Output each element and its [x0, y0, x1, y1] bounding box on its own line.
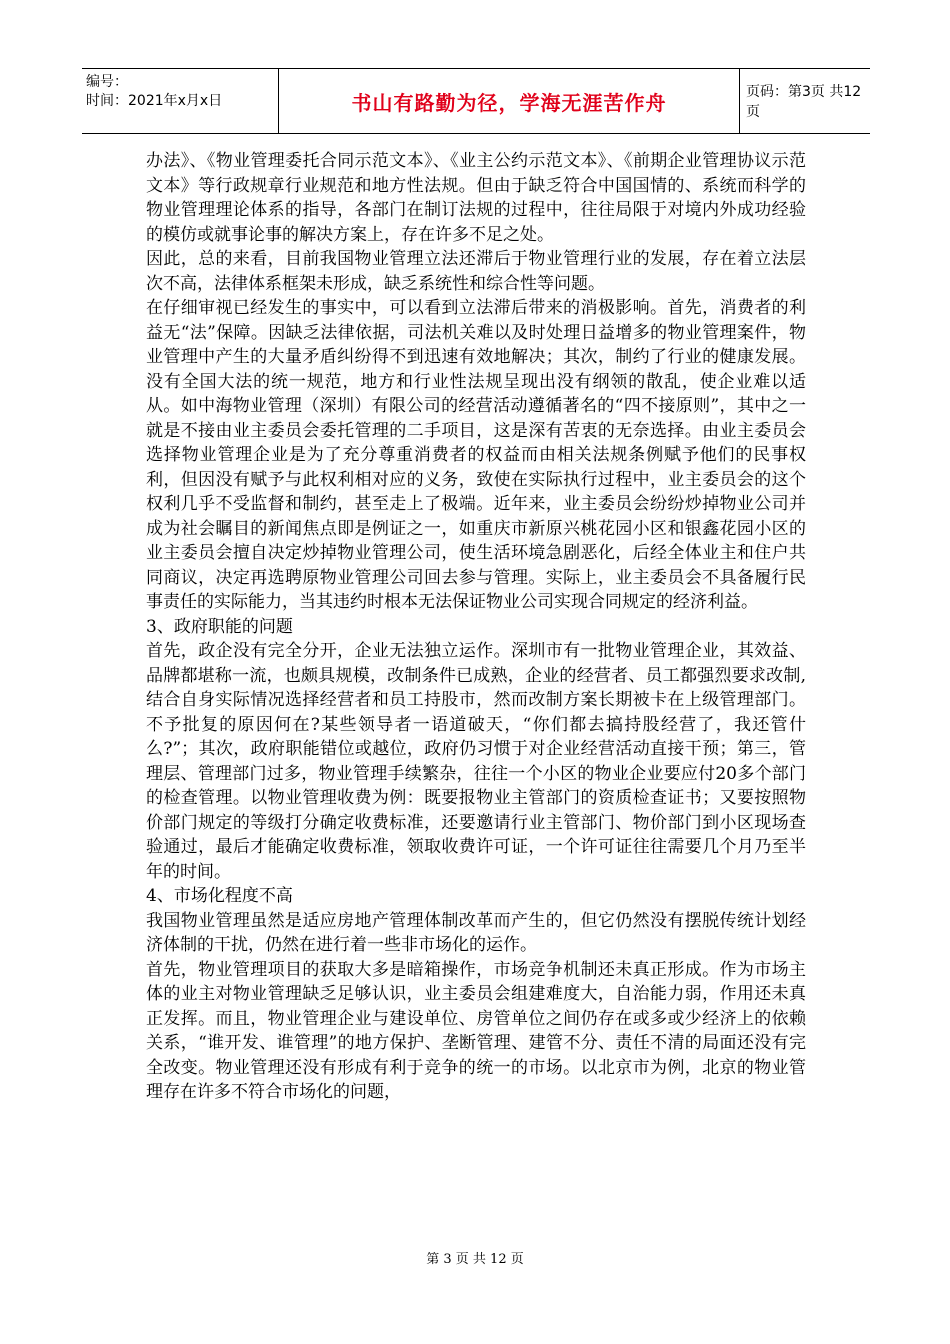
header-motto: 书山有路勤为径，学海无涯苦作舟	[351, 90, 667, 115]
paragraph: 首先，政企没有完全分开，企业无法独立运作。深圳市有一批物业管理企业，其效益、品牌都堪称一流，也颇具规模，改制条件已成熟，企业的经营者、员工都强烈要求改制,结合自身实际情况选择经营者和员工持股市，然而改制方案长期被卡在上级管理部门。不予批复的原因何在?某些领导者一语道破天，“你们都去搞持股经营了，我还管什么?”；其次，政府职能错位或越位，政府仍习惯于对企业经营活动直接干预；第三，管理层、管理部门过多，物业管理手续繁杂，往往一个小区的物业企业要应付20多个部门的检查管理。以物业管理收费为例：既要报物业主管部门的资质检查证书；又要按照物价部门规定的等级打分确定收费标准，还要邀请行业主管部门、物价部门到小区现场查验通过，最后才能确定收费标准，领取收费许可证，一个许可证往往需要几个月乃至半年的时间。	[146, 641, 806, 882]
section-heading: 3、政府职能的问题	[146, 616, 293, 637]
page-header	[82, 68, 870, 134]
document-time-label: 时间：2021年x月x日	[86, 93, 223, 109]
paragraph: 办法》、《物业管理委托合同示范文本》、《业主公约示范文本》、《前期企业管理协议示范文本》等行政规章行业规范和地方性法规。但由于缺乏符合中国国情的、系统而科学的物业管理理论体系的指导，各部门在制订法规的过程中，往往局限于对境内外成功经验的模仿或就事论事的解决方案上，存在许多不足之处。	[146, 151, 806, 245]
header-meta	[82, 69, 278, 133]
paragraph: 在仔细审视已经发生的事实中，可以看到立法滞后带来的消极影响。首先，消费者的利益无“法”保障。因缺乏法律依据，司法机关难以及时处理日益增多的物业管理案件，物业管理中产生的大量矛盾纠纷得不到迅速有效地解决；其次，制约了行业的健康发展。没有全国大法的统一规范，地方和行业性法规呈现出没有纲领的散乱，使企业难以适从。如中海物业管理（深圳）有限公司的经营活动遵循著名的“四不接原则”，其中之一就是不接由业主委员会委托管理的二手项目，这是深有苦衷的无奈选择。由业主委员会选择物业管理企业是为了充分尊重消费者的权益而由相关法规条例赋予他们的民事权利，但因没有赋予与此权利相对应的义务，致使在实际执行过程中，业主委员会的这个权利几乎不受监督和制约，甚至走上了极端。近年来，业主委员会纷纷炒掉物业公司并成为社会瞩目的新闻焦点即是例证之一，如重庆市新原兴桃花园小区和银鑫花园小区的业主委员会擅自决定炒掉物业管理公司，使生活环境急剧恶化，后经全体业主和住户共同商议，决定再选聘原物业管理公司回去参与管理。实际上，业主委员会不具备履行民事责任的实际能力，当其违约时根本无法保证物业公司实现合同规定的经济利益。	[146, 298, 806, 612]
paragraph: 首先，物业管理项目的获取大多是暗箱操作，市场竞争机制还未真正形成。作为市场主体的业主对物业管理缺乏足够认识，业主委员会组建难度大，自治能力弱，作用还未真正发挥。而且，物业管理企业与建设单位、房管单位之间仍存在或多或少经济上的依赖关系，“谁开发、谁管理”的地方保护、垄断管理、建管不分、责任不清的局面还没有完全改变。物业管理还没有形成有利于竞争的统一的市场。以北京市为例，北京的物业管理存在许多不符合市场化的问题，	[146, 959, 806, 1102]
header-motto-cell	[278, 69, 740, 133]
section-heading: 4、市场化程度不高	[146, 886, 293, 906]
paragraph: 因此，总的来看，目前我国物业管理立法还滞后于物业管理行业的发展，存在着立法层次不高，法律体系框架未形成，缺乏系统性和综合性等问题。	[146, 249, 806, 294]
page-footer: 第 3 页 共 12 页	[426, 1252, 524, 1267]
document-number-label: 编号：	[86, 74, 128, 90]
header-page-number: 页码：第3页 共12页	[746, 84, 862, 120]
document-body	[146, 149, 806, 1105]
paragraph: 我国物业管理虽然是适应房地产管理体制改革而产生的，但它仍然没有摆脱传统计划经济体制的干扰，仍然在进行着一些非市场化的运作。	[146, 910, 806, 955]
